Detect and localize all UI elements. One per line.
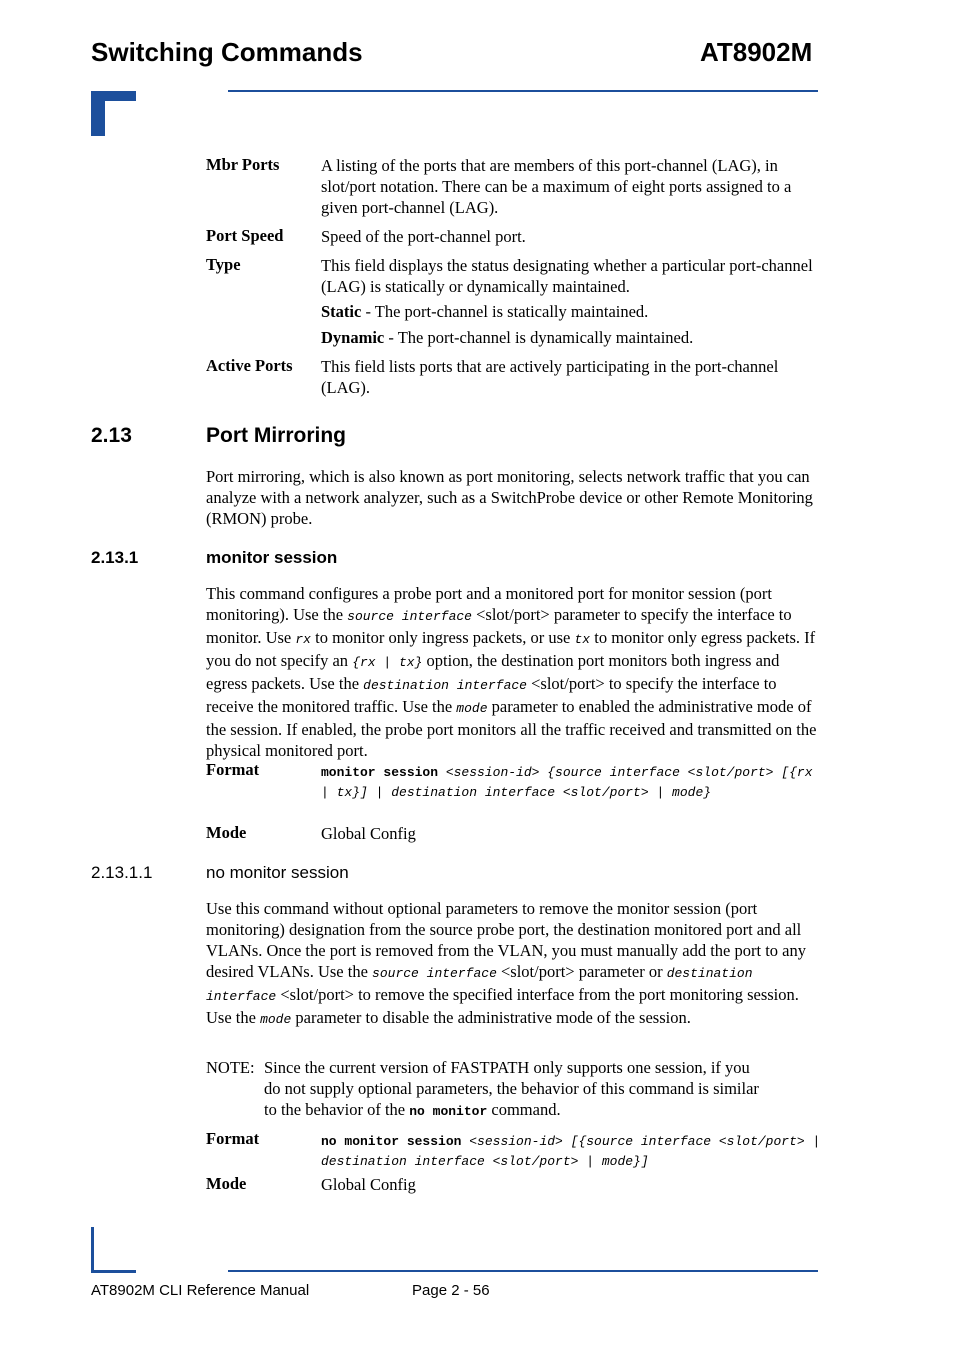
mode-label: Mode bbox=[206, 1174, 247, 1193]
type-value-dynamic bbox=[321, 327, 821, 348]
type-value-dynamic-text: - The port-channel is dynamically maintained. bbox=[384, 328, 694, 347]
body-text: <slot/port> to specify the interface to receive the monitored traffic. Use the bbox=[206, 674, 777, 716]
def-text-port-speed: Speed of the port-channel port. bbox=[321, 227, 526, 246]
body-text: <slot/port> parameter to specify the interface to monitor. Use bbox=[206, 605, 792, 647]
note-label: NOTE: bbox=[206, 1058, 255, 1077]
def-term-port-speed: Port Speed bbox=[206, 226, 284, 245]
footer-page-number: Page 2 - 56 bbox=[412, 1282, 490, 1299]
note-text bbox=[264, 1057, 764, 1122]
def-text-mbr-ports: A listing of the ports that are members of this port-channel (LAG), in slot/port notation. There can be a maximum of eight ports assigned to a given port-channel (LAG). bbox=[321, 156, 792, 217]
format-command-name: monitor session bbox=[321, 765, 439, 780]
code-tx: tx bbox=[574, 632, 591, 647]
section-number: 2.13 bbox=[91, 424, 132, 447]
format-command bbox=[321, 1131, 821, 1170]
code-mode: mode bbox=[456, 701, 488, 716]
corner-decoration-bottom bbox=[91, 1227, 94, 1272]
format-command-args: <session-id> {source interface <slot/port> [{rx | tx}] | destination interface <slot/port> | mode} bbox=[321, 765, 813, 800]
corner-decoration-bottom-horizontal bbox=[91, 1270, 136, 1273]
code-source-interface: source interface bbox=[347, 609, 472, 624]
mode-label: Mode bbox=[206, 823, 247, 842]
note-body: Since the current version of FASTPATH only supports one session, if you do not supply optional parameters, the behavior of this command is similar to the behavior of the bbox=[264, 1058, 759, 1119]
format-command-args: <session-id> [{source interface <slot/port> | destination interface <slot/port> | mode}] bbox=[321, 1134, 821, 1169]
type-value-static-text: - The port-channel is statically maintained. bbox=[361, 302, 649, 321]
body-text: to monitor only egress packets. If you do not specify an bbox=[206, 628, 816, 670]
type-value-static-label: Static bbox=[321, 302, 362, 321]
footer-rule bbox=[228, 1270, 818, 1272]
body-text: Use this command without optional parameters to remove the monitor session (port monitoring) designation from the source probe port, the destination monitored port and all VLANs. Once the port is removed from the VLAN, you must manually add the port to any desired VLANs. Use the bbox=[206, 899, 806, 981]
note-code: no monitor bbox=[409, 1104, 488, 1119]
type-value-dynamic-label: Dynamic bbox=[321, 328, 385, 347]
body-text: <slot/port> to remove the specified interface from the port monitoring session. Use the bbox=[206, 985, 799, 1027]
def-term-mbr-ports: Mbr Ports bbox=[206, 155, 280, 174]
subsubsection-number: 2.13.1.1 bbox=[91, 863, 153, 882]
subsubsection-body bbox=[206, 898, 818, 1030]
body-text: parameter to enabled the administrative mode of the session. If enabled, the probe port monitors all the traffic received and transmitted on the physical monitored port. bbox=[206, 697, 817, 760]
mode-value: Global Config bbox=[321, 1175, 416, 1194]
section-intro: Port mirroring, which is also known as port monitoring, selects network traffic that you can analyze with a network analyzer, such as a SwitchProbe device or other Remote Monitoring (RMON) probe. bbox=[206, 467, 813, 528]
def-text-type: This field displays the status designating whether a particular port-channel (LAG) is statically or dynamically maintained. bbox=[321, 256, 813, 296]
code-rx-tx: {rx | tx} bbox=[352, 655, 423, 670]
header-left-title: Switching Commands bbox=[91, 37, 363, 67]
format-command bbox=[321, 762, 821, 801]
code-rx: rx bbox=[295, 632, 311, 647]
code-destination-interface: destination interface bbox=[206, 966, 753, 1004]
footer-manual-title: AT8902M CLI Reference Manual bbox=[91, 1282, 310, 1299]
subsubsection-title: no monitor session bbox=[206, 863, 349, 882]
format-label: Format bbox=[206, 760, 260, 779]
def-text-active-ports: This field lists ports that are actively participating in the port-channel (LAG). bbox=[321, 357, 779, 397]
code-source-interface: source interface bbox=[372, 966, 497, 981]
type-value-static bbox=[321, 301, 821, 322]
format-command-name: no monitor session bbox=[321, 1134, 462, 1149]
format-label: Format bbox=[206, 1129, 260, 1148]
code-destination-interface: destination interface bbox=[363, 678, 527, 693]
corner-decoration-top-vertical bbox=[91, 91, 105, 136]
body-text: option, the destination port monitors both ingress and egress packets. Use the bbox=[206, 651, 780, 693]
note-body-end: command. bbox=[487, 1100, 561, 1119]
code-mode: mode bbox=[260, 1012, 292, 1027]
def-term-active-ports: Active Ports bbox=[206, 356, 293, 375]
header-right-title: AT8902M bbox=[700, 37, 813, 67]
mode-value: Global Config bbox=[321, 824, 416, 843]
body-text: This command configures a probe port and a monitored port for monitor session (port monitoring). Use the bbox=[206, 584, 772, 624]
def-term-type: Type bbox=[206, 255, 241, 274]
header-rule bbox=[228, 90, 818, 92]
body-text: parameter to disable the administrative mode of the session. bbox=[291, 1008, 691, 1027]
subsection-number: 2.13.1 bbox=[91, 548, 139, 567]
section-title: Port Mirroring bbox=[206, 424, 346, 447]
body-text: <slot/port> parameter or bbox=[496, 962, 667, 981]
subsection-body bbox=[206, 583, 818, 761]
subsection-title: monitor session bbox=[206, 548, 338, 567]
body-text: to monitor only ingress packets, or use bbox=[310, 628, 575, 647]
